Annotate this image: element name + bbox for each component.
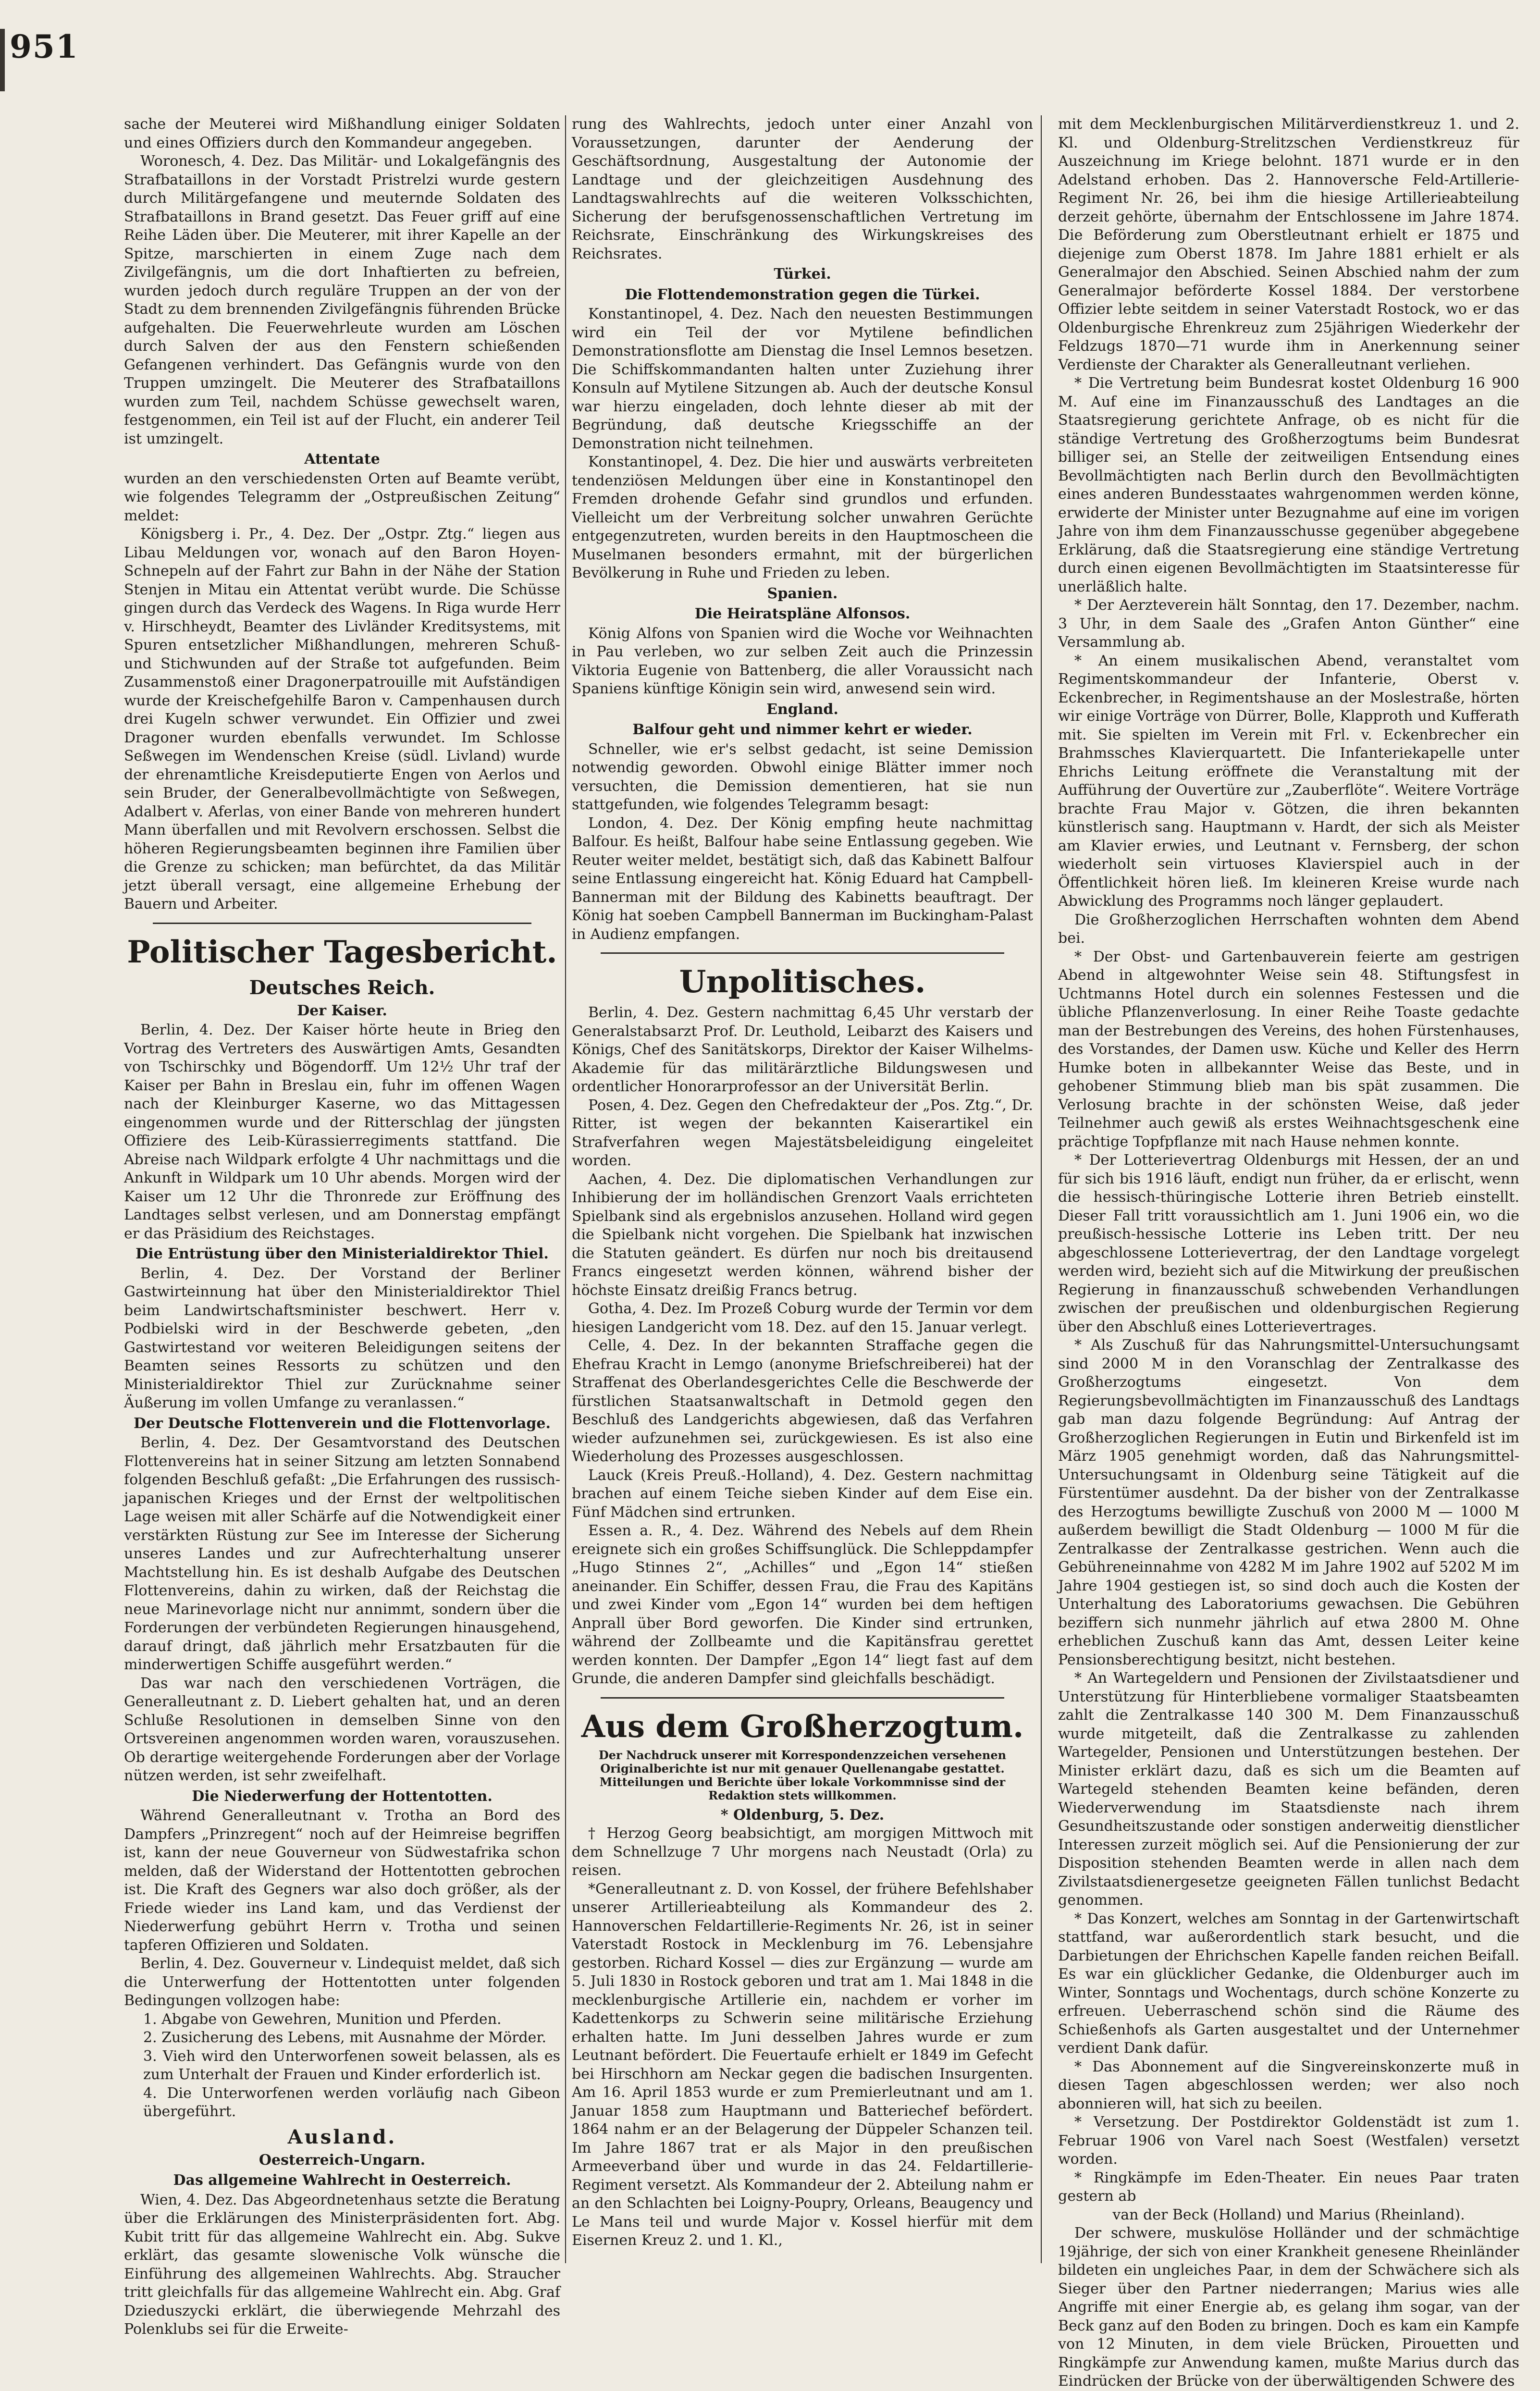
conditions-list — [143, 2010, 560, 2121]
article-lindequist: Berlin, 4. Dez. Gouverneur v. Lindequist meldet, daß sich die Unterwerfung der Hottentotten unter folgenden Bedingungen vollzogen habe: — [124, 1955, 560, 2009]
column-1 — [124, 115, 560, 2338]
article-thiel: Berlin, 4. Dez. Der Vorstand der Berliner Gastwirteinnung hat über den Ministerialdirektor Thiel beim Landwirtschaftsminister beschwert. Herr v. Podbielski wird in der Beschwerde gebeten, „den Gastwirtestand vor weiteren Beleidigungen seitens der Beamten seines Ressorts zu schützen und den Ministerialdirektor Thiel zur Zurücknahme seiner Äußerung im vollen Umfange zu veranlassen.“ — [124, 1265, 560, 1411]
article-woronesch: Woronesch, 4. Dez. Das Militär- und Lokalgefängnis des Strafbataillons in der Vorstadt Pristrelzi wurde gestern durch Militärgefangene und meuternde Soldaten des Strafbataillons in Brand gesetzt. Das Feuer griff auf eine Reihe Läden über. Die Meuterer, mit ihrer Kapelle an der Spitze, marschierten in einem Zuge nach dem Zivilgefängnis, um die dort Inhaftierten zu befreien, wurden jedoch durch reguläre Truppen an der von der Stadt zu dem brennenden Zivilgefängnis führenden Brücke aufgehalten. Die Feuerwehrleute wurden am Löschen durch Salven der aus den Fenstern schießenden Gefangenen verhindert. Das Gefängnis wurde von den Truppen umzingelt. Die Meuterer des Strafbataillons wurden zum Teil, nachdem Schüsse gewechselt waren, festgenommen, ein Teil ist auf der Flucht, ein anderer Teil ist umzingelt. — [124, 153, 560, 447]
article-mutiny: sache der Meuterei wird Mißhandlung einiger Soldaten und eines Offiziers durch den Kommandeur angegeben. — [124, 116, 560, 151]
article-herzog-georg: † Herzog Georg beabsichtigt, am morgigen Mittwoch mit dem Schnellzuge 7 Uhr morgens nach Neustadt (Orla) zu reisen. — [572, 1825, 1033, 1879]
heading-hottentotten: Die Niederwerfung der Hottentotten. — [192, 1787, 493, 1805]
heading-tuerkei: Türkei. — [774, 266, 831, 283]
article-balfour: Schneller, wie er's selbst gedacht, ist seine Demission notwendig geworden. Obwohl einige Blätter immer noch versuchten, die Demission dementieren, hat sie nun stattgefunden, wie folgendes Telegramm besagt: — [572, 740, 1033, 813]
article-lauck: Lauck (Kreis Preuß.-Holland), 4. Dez. Gestern nachmittag brachen auf einem Teiche sieben Kinder auf dem Eise ein. Fünf Mädchen sind ertrunken. — [572, 1467, 1033, 1521]
article-konzert: * Das Konzert, welches am Sonntag in der Gartenwirtschaft stattfand, war außerordentlich stark besucht, und die Darbietungen der Ehrichschen Kapelle fanden reichen Beifall. Es war ein glücklicher Gedanke, die Oldenburger auch im Winter, Sonntags und Wochentags, durch schöne Konzerte zu erfreuen. Ueberraschend schön sind die Räume des Schießenhofs als Garten ausgestaltet und der Unternehmer verdient Dank dafür. — [1058, 1910, 1519, 2057]
wrestlers: van der Beck (Holland) und Marius (Rheinland). — [1112, 2206, 1465, 2223]
article-posen: Posen, 4. Dez. Gegen den Chefredakteur der „Pos. Ztg.“, Dr. Ritter, ist wegen der bekannten Kaiserartikel ein Strafverfahren wegen Majestätsbeleidigung eingeleitet worden. — [572, 1097, 1033, 1169]
list-item: 3. Vieh wird den Unterworfenen soweit belassen, als es zum Unterhalt der Frauen und Kinder erforderlich ist. — [143, 2047, 560, 2083]
heading-wahlrecht: Das allgemeine Wahlrecht in Oesterreich. — [173, 2172, 511, 2189]
heading-heiratsplaene: Die Heiratspläne Alfonsos. — [694, 605, 911, 622]
heading-deutsches-reich: Deutsches Reich. — [249, 976, 435, 999]
divider — [153, 923, 531, 924]
article-wien: Wien, 4. Dez. Das Abgeordnetenhaus setzte die Beratung über die Erklärungen des Ministerpräsidenten fort. Abg. Kubit tritt für das allgemeine Wahlrecht ein. Abg. Sukve erklärt, das gesamte slowenische Volk wünsche die Einführung des allgemeinen Wahlrechts. Abg. Straucher tritt gleichfalls für das allgemeine Wahlrecht ein. Abg. Graf Dzieduszycki erklärt, die überwiegende Mehrzahl des Polenklubs sei für die Erweite- — [124, 2191, 560, 2338]
article-essen: Essen a. R., 4. Dez. Während des Nebels auf dem Rhein ereignete sich ein großes Schiffsunglück. Die Schleppdampfer „Hugo Stinnes 2“, „Achilles“ und „Egon 14“ stießen aneinander. Ein Schiffer, dessen Frau, die Frau des Kapitäns und zwei Kinder vom „Egon 14“ wurden bei dem heftigen Anprall über Bord geworfen. Die Kinder sind ertrunken, während der Zollbeamte und die Kapitänsfrau gerettet werden konnten. Der Dampfer „Egon 14“ liegt fast auf dem Grunde, die anderen Dampfer sind gleichfalls beschädigt. — [572, 1522, 1033, 1687]
article-abonnement: * Das Abonnement auf die Singvereinskonzerte muß in diesen Tagen abgeschlossen werden; wer also noch abonnieren will, hat sich zu beeilen. — [1058, 2058, 1519, 2112]
heading-thiel: Die Entrüstung über den Ministerialdirektor Thiel. — [136, 1245, 549, 1262]
article-konstantinopel-2: Konstantinopel, 4. Dez. Die hier und auswärts verbreiteten tendenziösen Meldungen über eine in Konstantinopel den Fremden drohende Gefahr sind grundlos und erfunden. Vielleicht um der Verbreitung solcher unwahren Gerüchte entgegenzutreten, wurden bereits in den Hauptmoscheen die Muselmanen besonders ermahnt, mit der bürgerlichen Bevölkerung in Ruhe und Frieden zu leben. — [572, 454, 1033, 581]
list-item: 4. Die Unterworfenen werden vorläufig nach Gibeon übergeführt. — [143, 2084, 560, 2120]
dateline-oldenburg: * Oldenburg, 5. Dez. — [720, 1806, 885, 1824]
heading-oesterreich: Oesterreich-Ungarn. — [259, 2151, 426, 2169]
article-konstantinopel-1: Konstantinopel, 4. Dez. Nach den neuesten Bestimmungen wird ein Teil der vor Mytilene befindlichen Demonstrationsflotte am Dienstag die Insel Lemnos besetzen. Die Schiffskommandanten halten unter Zuziehung ihrer Konsuln auf Mytilene Sitzungen ab. Auch der deutsche Konsul war hierzu eingeladen, doch lehnte dieser ab mit der Begründung, daß deutsche Kriegsschiffe an der Demonstration nicht teilnehmen. — [572, 306, 1033, 452]
heading-england: England. — [766, 701, 838, 718]
article-obst-gartenbau: * Der Obst- und Gartenbauverein feierte am gestrigen Abend in altgewohnter Weise sein 48. Stiftungsfest in Uchtmanns Hotel durch ein solennes Festessen und die übliche Pflanzenverlosung. In einer Reihe Toaste gedachte man der Bestrebungen des Vereins, des hohen Fürstenhauses, des Vorstandes, der Damen usw. Küche und Keller des Herrn Humke boten in allbekannter Weise das Beste, und in gehobener Stimmung blieb man bis spät zusammen. Die Verlosung brachte in der schönsten Weise, daß jeder Teilnehmer auch gewiß als erstes Weihnachtsgeschenk eine prächtige Topfpflanze mit nach Hause nehmen konnte. — [1058, 948, 1519, 1150]
article-alfons: König Alfons von Spanien wird die Woche vor Weihnachten in Pau verleben, wo zur selben Zeit auch die Prinzessin Viktoria Eugenie von Battenberg, die aller Voraussicht nach Spaniens künftige Königin sein wird, anwesend sein wird. — [572, 625, 1033, 697]
heading-ausland: Ausland. — [287, 2125, 397, 2148]
list-item: 2. Zusicherung des Lebens, mit Ausnahme der Mörder. — [143, 2029, 547, 2046]
column-2 — [572, 115, 1033, 2268]
list-item: 1. Abgabe von Gewehren, Munition und Pferden. — [143, 2010, 502, 2028]
article-leuthold: Berlin, 4. Dez. Gestern nachmittag 6,45 Uhr verstarb der Generalstabsarzt Prof. Dr. Leuthold, Leibarzt des Kaisers und Königs, Chef des Sanitätskorps, Direktor der Kaiser Wilhelms-Akademie für das militärärztliche Bildungswesen und ordentlicher Honorarprofessor an der Universität Berlin. — [572, 1004, 1033, 1095]
article-koenigsberg: Königsberg i. Pr., 4. Dez. Der „Ostpr. Ztg.“ liegen aus Libau Meldungen vor, wonach auf den Baron Hoyen-Schnepeln auf der Fahrt zur Bahn in der Nähe der Station Stenjen in Mitau ein Attentat verübt wurde. Die Schüsse gingen durch das Verdeck des Wagens. In Riga wurde Herr v. Hirschheydt, Beamter des Livländer Kreditsystems, mit Spuren entsetzlicher Mißhandlungen, mehreren Schuß- und Stichwunden auf der Straße tot aufgefunden. Beim Zusammenstoß einer Dragonerpatrouille mit Aufständigen wurde der Kreischefgehilfe Baron v. Campenhausen durch drei Kugeln schwer verwundet. Ein Offizier und zwei Dragoner wurden ebenfalls verwundet. Im Schlosse Seßwegen im Wendenschen Kreise (südl. Livland) wurde der ehrenamtliche Kreisdeputierte Engen von Aerlos und sein Bruder, der Generalbevollmächtigte von Seßwegen, Adalbert v. Aferlas, von einer Bande von mehreren hundert Mann überfallen und mit Revolvern erschossen. Selbst die höheren Regierungsbeamten beginnen ihre Familien über die Grenze zu schicken; man befürchtet, da das Militär jetzt überall versagt, eine allgemeine Erhebung der Bauern und Arbeiter. — [124, 526, 560, 912]
article-gotha: Gotha, 4. Dez. Im Prozeß Coburg wurde der Termin vor dem hiesigen Landgericht vom 18. Dez. auf den 15. Januar verlegt. — [572, 1300, 1033, 1336]
article-versetzung: * Versetzung. Der Postdirektor Goldenstädt ist zum 1. Februar 1906 von Varel nach Soest (Westfalen) versetzt worden. — [1058, 2114, 1519, 2168]
section-title-grossherzogtum: Aus dem Großherzogtum. — [581, 1708, 1024, 1745]
section-title-unpolitisches: Unpolitisches. — [679, 964, 926, 1000]
scan-edge — [0, 29, 5, 91]
column-rule-2 — [1041, 115, 1042, 2263]
article-flottenverein: Berlin, 4. Dez. Der Gesamtvorstand des Deutschen Flottenvereins hat in seiner Sitzung am letzten Sonnabend folgenden Beschluß gefaßt: „Die Erfahrungen des russisch-japanischen Krieges und der Ernst der weltpolitischen Lage weisen mit aller Schärfe auf die Notwendigkeit einer verstärkten Rüstung zur See im Interesse der Sicherung unseres Landes und zur Aufrechterhaltung unserer Machtstellung hin. Es ist deshalb Aufgabe des Deutschen Flottenvereins, dahin zu wirken, daß der Reichstag die neue Marinevorlage nicht nur annimmt, sondern über die Forderungen der verbündeten Regierungen hinausgehend, darauf dringt, daß jährlich mehr Ersatzbauten für die minderwertigen Schiffe ausgeführt werden.“ — [124, 1434, 560, 1673]
page-number: 951 — [10, 28, 79, 65]
reprint-notice: Der Nachdruck unserer mit Korrespondenzzeichen versehenen Originalberichte ist nur mit genauer Quellenangabe gestattet. Mitteilungen und Berichte über lokale Vorkommnisse sind der Redaktion stets willkommen. — [598, 1748, 1007, 1802]
article-kossel: *Generalleutnant z. D. von Kossel, der frühere Befehlshaber unserer Artillerieabteilung als Kommandeur des 2. Hannoverschen Feldartillerie-Regiments Nr. 26, ist in seiner Vaterstadt Rostock in Mecklenburg im 76. Lebensjahre gestorben. Richard Kossel — dies zur Ergänzung — wurde am 5. Juli 1830 in Rostock geboren und trat am 1. Mai 1848 in die mecklenburgische Artillerie ein, nachdem er vorher im Kadettenkorps zu Schwerin seine militärische Erziehung erhalten hatte. Im Juni desselben Jahres wurde er zum Leutnant befördert. Die Feuertaufe erhielt er 1849 im Gefecht bei Hirschhorn am Neckar gegen die badischen Insurgenten. Am 16. April 1853 wurde er zum Premierleutnant und am 1. Januar 1858 zum Hauptmann und Batteriechef befördert. 1864 nahm er an der Belagerung der Düppeler Schanzen teil. Im Jahre 1867 trat er als Major in den preußischen Armeeverband über und wurde in das 24. Feldartillerie-Regiment versetzt. Als Kommandeur der 2. Abteilung nahm er an den Schlachten bei Loigny-Poupry, Orleans, Beaugency und Le Mans teil und wurde Major v. Kossel hierfür mit dem Eisernen Kreuz 2. und 1. Kl., — [572, 1880, 1033, 2249]
article-london: London, 4. Dez. Der König empfing heute nachmittag Balfour. Es heißt, Balfour habe seine Entlassung gegeben. Wie Reuter weiter meldet, bestätigt sich, daß das Kabinett Balfour seine Entlassung eingereicht hat. König Eduard hat Campbell-Bannerman mit der Bildung des Kabinetts beauftragt. Der König hat soeben Campbell Bannerman im Buckingham-Palast in Audienz empfangen. — [572, 814, 1033, 943]
article-aachen: Aachen, 4. Dez. Die diplomatischen Verhandlungen zur Inhibierung der im holländischen Grenzort Vaals errichteten Spielbank sind als ergebnislos anzusehen. Holland wird gegen die Spielbank nicht vorgehen. Die Spielbank hat inzwischen die Statuten geändert. Es dürfen nur noch bis dreitausend Francs eingesetzt werden können, während bisher der höchste Einsatz dreißig Francs betrug. — [572, 1171, 1033, 1299]
article-celle: Celle, 4. Dez. In der bekannten Straffache gegen die Ehefrau Kracht in Lemgo (anonyme Briefschreiberei) hat der Straffenat des Oberlandesgerichtes Celle die Beschwerde der fürstlichen Staatsanwaltschaft in Detmold gegen den Beschluß des Landgerichts abgewiesen, daß das Verfahren wieder aufzunehmen sei, zurückgewiesen. Es ist also eine Wiederholung des Prozesses ausgeschlossen. — [572, 1337, 1033, 1465]
article-lotterievertrag: * Der Lotterievertrag Oldenburgs mit Hessen, der an und für sich bis 1916 läuft, endigt nun früher, da er erlischt, wenn die hessisch-thüringische Lotterie ihren Betrieb einstellt. Dieser Fall tritt voraussichtlich am 1. Juni 1906 ein, wo die preußisch-hessische Lotterie ins Leben tritt. Der neu abgeschlossene Lotterievertrag, der den Landtage vorgelegt werden wird, bezieht sich auf die Mitwirkung der preußischen Regierung in finanzausschuß schwebenden Verhandlungen zwischen der preußischen und oldenburgischen Regierung über den Abschluß eines Lotterievertrages. — [1058, 1152, 1519, 1335]
article-attentate: wurden an den verschiedensten Orten auf Beamte verübt, wie folgendes Telegramm der „Ostpreußischen Zeitung“ meldet: — [124, 470, 560, 524]
article-wahlrecht-continued: rung des Wahlrechts, jedoch unter einer Anzahl von Voraussetzungen, darunter der Aenderung der Geschäftsordnung, Ausgestaltung der Autonomie der Landtage und der gleichzeitigen Ausdehnung des Landtagswahlrechts auf die weiteren Volksschichten, Sicherung der berufsgenossenschaftlichen Vertretung im Reichsrate, Einschränkung des Wirkungskreises des Reichsrates. — [572, 116, 1033, 262]
heading-kaiser: Der Kaiser. — [297, 1002, 387, 1019]
heading-attentate: Attentate — [304, 451, 380, 468]
section-title-politischer-tagesbericht: Politischer Tagesbericht. — [127, 934, 557, 970]
divider — [601, 1697, 1004, 1699]
divider — [601, 952, 1004, 954]
article-musikalischer-abend: * An einem musikalischen Abend, veranstaltet vom Regimentskommandeur der Infanterie, Oberst v. Eckenbrecher, in Regimentshause an der Moslestraße, hörten wir einige Vorträge von Dürrer, Bolle, Klapproth und Kufferath mit. Sie spielten im Verein mit Frl. v. Eckenbrecher ein Brahmssches Klavierquartett. Die Infanteriekapelle unter Ehrichs Leitung eröffnete die Veranstaltung mit der Aufführung der Ouvertüre zur „Zauberflöte“. Weitere Vorträge brachte Frau Major v. Götzen, die ihren bekannten künstlerisch sang. Hauptmann v. Hardt, der sich als Meister am Klavier erwies, und Leutnant v. Fernsberg, der schon wiederholt sein virtuoses Klavierspiel auch in der Öffentlichkeit hören ließ. Im kleineren Kreise wurde nach Abwicklung des Programms noch länger geplaudert. — [1058, 652, 1519, 910]
article-herrschaften: Die Großherzoglichen Herrschaften wohnten dem Abend bei. — [1058, 911, 1519, 947]
heading-flottendemonstration: Die Flottendemonstration gegen die Türkei. — [625, 286, 980, 303]
article-ringkaempfe-bericht: Der schwere, muskulöse Holländer und der schmächtige 19jährige, der sich von einer Krankheit genesene Rheinländer bildeten ein ungleiches Paar, in dem der Schwächere sich als Sieger über den Partner niederrangen; Marius wies alle Angriffe mit einer Energie ab, es gelang ihm sogar, van der Beck ganz auf den Boden zu bringen. Doch es kam ein Kampfe von 12 Minuten, in dem viele Brücken, Pirouetten und Ringkämpfe zur Anwendung kamen, mußte Marius durch das Eindrücken der Brücke von der überwältigenden Schwere des — [1058, 2225, 1519, 2390]
article-bundesrat: * Die Vertretung beim Bundesrat kostet Oldenburg 16 900 M. Auf eine im Finanzausschuß des Landtages an die Staatsregierung gerichtete Anfrage, ob es nicht für die ständige Vertretung des Großherzogtums beim Bundesrat billiger sei, an Stelle der zeitweiligen Entsendung eines Bevollmächtigten nach Berlin durch den Bevollmächtigten eines anderen Bundesstaates wahrgenommen werden könne, erwiderte der Minister unter Bezugnahme auf eine im vorigen Jahre von ihm dem Finanzausschusse gegenüber abgegebene Erklärung, daß die Staatsregierung eine ständige Vertretung durch einen eigenen Bevollmächtigten im Staatsinteresse für unerläßlich halte. — [1058, 375, 1519, 595]
article-aerzteverein: * Der Aerzteverein hält Sonntag, den 17. Dezember, nachm. 3 Uhr, in dem Saale des „Grafen Anton Günther“ eine Versammlung ab. — [1058, 597, 1519, 651]
article-hottentotten: Während Generalleutnant v. Trotha an Bord des Dampfers „Prinzregent“ noch auf der Heimreise begriffen ist, kann der neue Gouverneur von Südwestafrika schon melden, daß der Widerstand der Hottentotten gebrochen ist. Die Kraft des Gegners war also doch größer, als der Friede wieder ins Land kam, und das Verdienst der Niederwerfung gebührt Herrn v. Trotha und seinen tapferen Offizieren und Soldaten. — [124, 1807, 560, 1954]
heading-flottenverein: Der Deutsche Flottenverein und die Flottenvorlage. — [134, 1415, 551, 1432]
article-ringkaempfe: * Ringkämpfe im Eden-Theater. Ein neues Paar traten gestern ab — [1058, 2169, 1519, 2205]
column-3 — [1058, 115, 1519, 2390]
article-generalleutnant: Das war nach den verschiedenen Vorträgen, die Generalleutnant z. D. Liebert gehalten hat, und an deren Schluße Resolutionen in demselben Sinne von den Ortsvereinen angenommen worden waren, vorauszusehen. Ob derartige weitergehende Forderungen aber der Vorlage nützen werden, ist sehr zweifelhaft. — [124, 1675, 560, 1784]
article-wartegelder: * An Wartegeldern und Pensionen der Zivilstaatsdiener und Unterstützung für Hinterbliebene vormaliger Staatsbeamten zahlt die Zentralkasse 140 300 M. Dem Finanzausschuß wurde mitgeteilt, daß die Zentralkasse zu zahlenden Wartegelder, Pensionen und Unterstützungen bestehen. Der Minister erklärt dazu, daß es sich um die Beamten auf Wartegeld stehenden Beamten keine befänden, deren Wiederverwendung im Staatsdienste nach ihrem Gesundheitszustande oder sonstigen anderweitig dienstlicher Interessen zurzeit möglich sei. Auf die Pensionierung der zur Disposition stehenden Beamten werde in allen nach dem Zivilstaatsdienergesetze geeigneten Fällen tunlichst Bedacht genommen. — [1058, 1670, 1519, 1909]
heading-spanien: Spanien. — [767, 585, 838, 602]
article-kossel-continued: mit dem Mecklenburgischen Militärverdienstkreuz 1. und 2. Kl. und Oldenburg-Strelitzschen Verdienstkreuz für Auszeichnung im Kriege belohnt. 1871 wurde er in den Adelstand erhoben. Das 2. Hannoversche Feld-Artillerie-Regiment Nr. 26, bei ihm die hiesige Artillerieabteilung derzeit gehörte, übernahm der Entschlossene im Jahre 1874. Die Beförderung zum Oberstleutnant erhielt er 1875 und diejenige zum Oberst 1878. Im Jahre 1881 erhielt er als Generalmajor den Abschied. Seinen Abschied nahm der zum Generalmajor beförderte Kossel 1884. Der verstorbene Offizier lebte seitdem in seiner Vaterstadt Rostock, wo er das Oldenburgische Ehrenkreuz zum 25jährigen Wiederkehr der Feldzugs 1870—71 wurde ihm in Anerkennung seiner Verdienste der Charakter als Generalleutnant verliehen. — [1058, 116, 1519, 373]
heading-balfour: Balfour geht und nimmer kehrt er wieder. — [632, 721, 973, 738]
article-nahrungsmittel: * Als Zuschuß für das Nahrungsmittel-Untersuchungsamt sind 2000 M in den Voranschlag der Zentralkasse des Großherzogtums eingesetzt. Von dem Regierungsbevollmächtigten im Finanzausschuß des Landtags gab man dazu folgende Begründung: Auf Antrag der Großherzoglichen Regierungen in Eutin und Birkenfeld ist im März 1905 genehmigt worden, daß das Nahrungsmittel-Untersuchungsamt in Oldenburg seine Tätigkeit auf die Fürstentümer ausdehnt. Da der bisher von der Zentralkasse des Herzogtums bewilligte Zuschuß von 2000 M — 1000 M außerdem bewilligt die Stadt Oldenburg — 1000 M für die Zentralkasse der Zentralkasse gestrichen. Wenn auch die Gebühreneinnahme von 4282 M im Jahre 1902 auf 5202 M im Jahre 1904 gestiegen ist, so sind doch auch die Kosten der Unterhaltung des Laboratoriums gewachsen. Die Gebühren beziffern sich nunmehr jährlich auf etwa 2800 M. Ohne erheblichen Zuschuß kann das Amt, dessen Leiter keine Pensionsberechtigung besitzt, nicht bestehen. — [1058, 1337, 1519, 1668]
article-berlin-kaiser: Berlin, 4. Dez. Der Kaiser hörte heute in Brieg den Vortrag des Vertreters des Auswärtigen Amts, Gesandten von Tschirschky und Bögendorff. Um 12½ Uhr traf der Kaiser per Bahn in Breslau ein, fuhr im offenen Wagen nach der Kleinburger Kaserne, wo das Mittagessen eingenommen wurde und der Ritterschlag der jüngsten Offiziere des Leib-Kürassierregiments stattfand. Die Abreise nach Wildpark erfolgte 4 Uhr nachmittags und die Ankunft in Wildpark um 10 Uhr abends. Morgen wird der Kaiser um 12 Uhr die Thronrede zur Eröffnung des Landtages selbst verlesen, und am Donnerstag empfängt er das Präsidium des Reichstages. — [124, 1022, 560, 1242]
column-rule-1 — [565, 115, 566, 2263]
